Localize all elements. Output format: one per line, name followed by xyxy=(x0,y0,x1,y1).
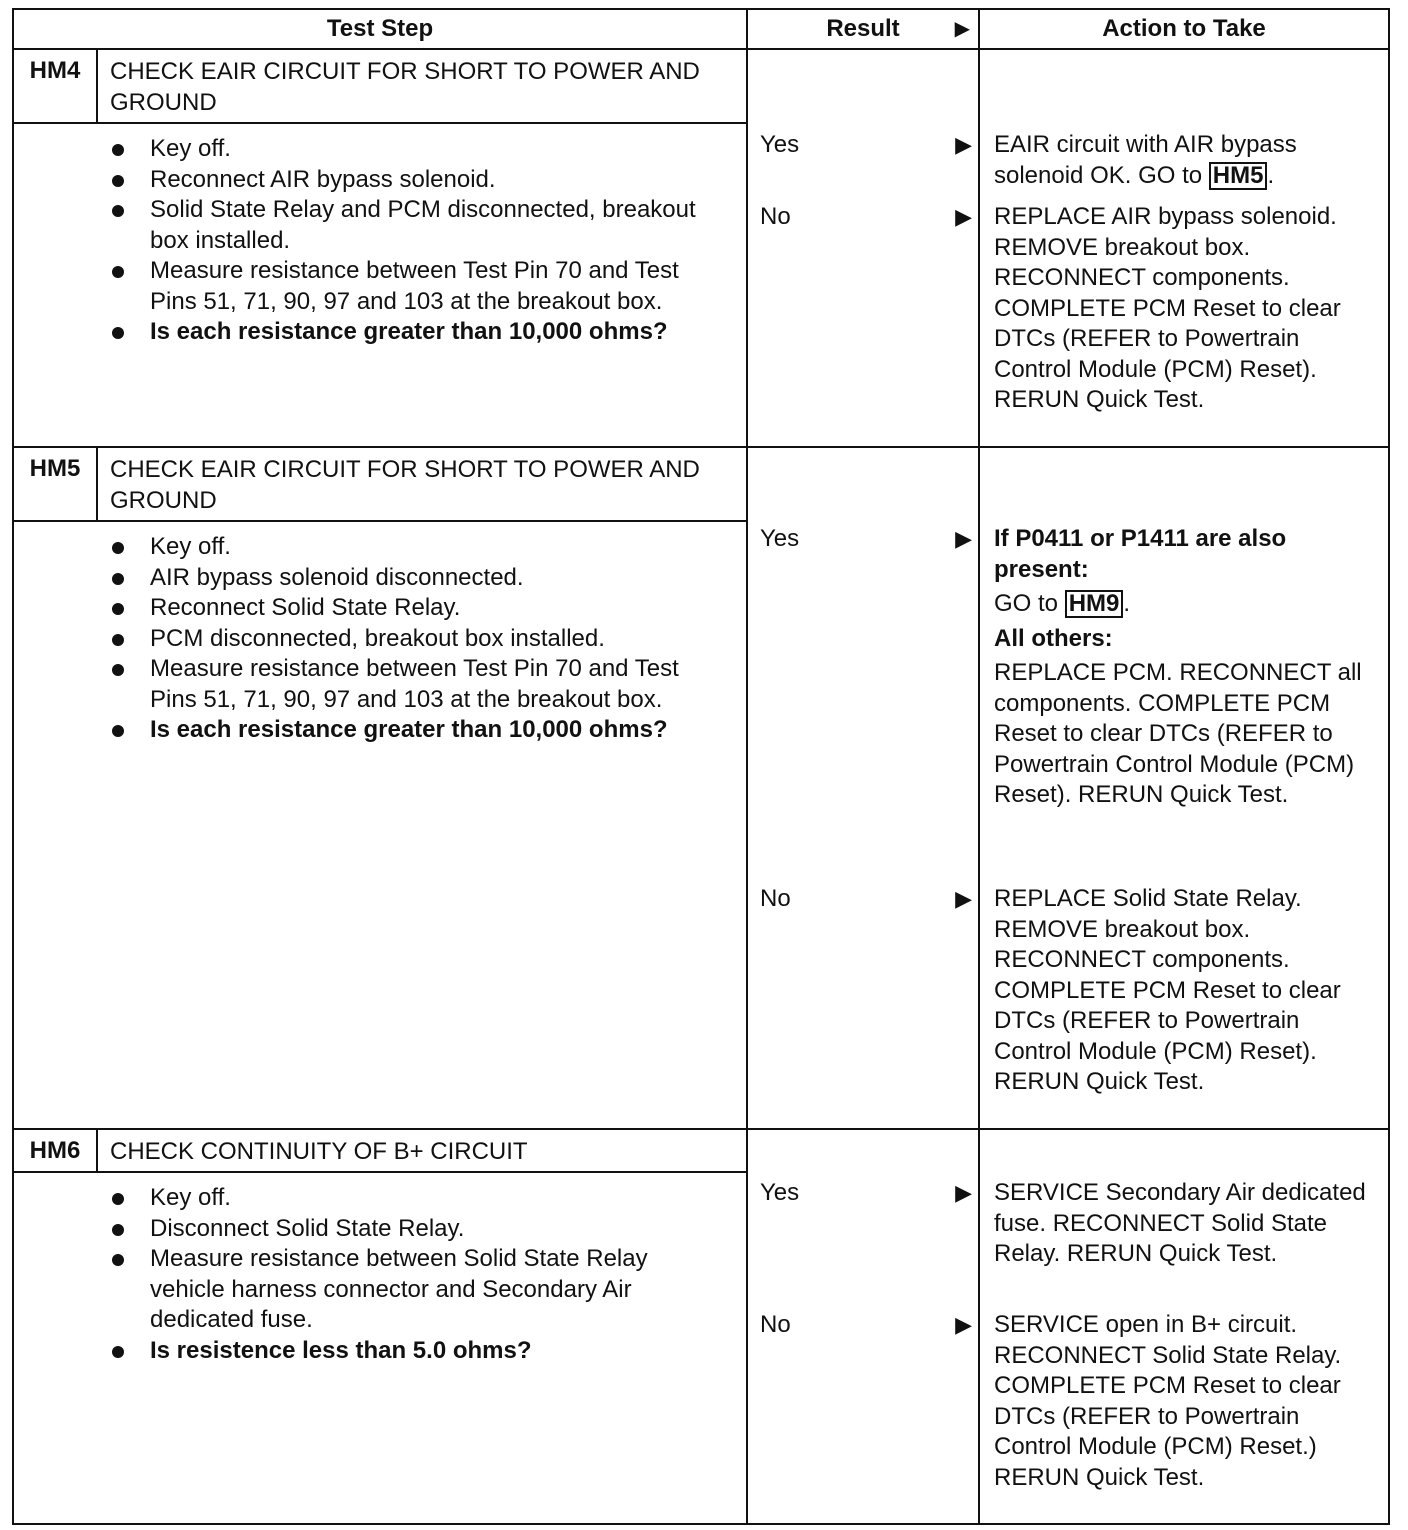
arrow-right-icon: ▶ xyxy=(955,1312,972,1337)
result-label: No xyxy=(760,1311,791,1338)
action-cell-hm6 xyxy=(979,1129,1389,1524)
step-id: HM5 xyxy=(14,448,98,520)
result-no xyxy=(760,884,978,914)
step-title: CHECK EAIR CIRCUIT FOR SHORT TO POWER AND GROUND xyxy=(110,456,700,514)
result-no xyxy=(760,1310,978,1340)
list-item: AIR bypass solenoid disconnected. xyxy=(110,563,726,594)
result-label: Yes xyxy=(760,1179,800,1206)
action-text: EAIR circuit with AIR bypass solenoid OK. GO to xyxy=(994,131,1297,189)
arrow-right-icon: ▶ xyxy=(955,204,972,229)
step-id: HM6 xyxy=(14,1130,98,1171)
result-yes xyxy=(760,524,978,554)
step-title: CHECK EAIR CIRCUIT FOR SHORT TO POWER AND GROUND xyxy=(110,58,700,116)
result-label: No xyxy=(760,885,791,912)
step-bullet-list xyxy=(14,124,746,348)
step-question: Is each resistance greater than 10,000 ohms? xyxy=(110,317,726,348)
step-title-row xyxy=(14,1130,746,1173)
result-cell-hm4 xyxy=(747,49,979,447)
list-item: PCM disconnected, breakout box installed. xyxy=(110,624,726,655)
step-cell-hm5 xyxy=(13,447,747,1129)
action-condition: If P0411 or P1411 are also present: xyxy=(994,525,1287,583)
action-text: GO to xyxy=(994,590,1059,617)
step-cell-hm4 xyxy=(13,49,747,447)
step-title-row xyxy=(14,50,746,124)
header-test-step: Test Step xyxy=(13,9,747,49)
action-no xyxy=(994,202,1380,416)
result-yes xyxy=(760,1178,978,1208)
list-item: Disconnect Solid State Relay. xyxy=(110,1214,726,1245)
arrow-right-icon: ▶ xyxy=(955,1180,972,1205)
step-bullet-list xyxy=(14,522,746,746)
action-text: . xyxy=(1267,161,1275,189)
table-row-hm4 xyxy=(13,49,1389,447)
step-question: Is each resistance greater than 10,000 ohms? xyxy=(110,715,726,746)
result-label: Yes xyxy=(760,131,800,158)
action-cell-hm5 xyxy=(979,447,1389,1129)
result-cell-hm5 xyxy=(747,447,979,1129)
step-cell-hm6 xyxy=(13,1129,747,1524)
step-id: HM4 xyxy=(14,50,98,122)
header-action: Action to Take xyxy=(979,9,1389,49)
result-cell-hm6 xyxy=(747,1129,979,1524)
list-item: Measure resistance between Test Pin 70 and Test Pins 51, 71, 90, 97 and 103 at the breakout box. xyxy=(110,256,726,317)
arrow-right-icon: ▶ xyxy=(955,526,972,551)
goto-step-link[interactable]: HM9 xyxy=(1065,590,1124,618)
list-item: Solid State Relay and PCM disconnected, breakout box installed. xyxy=(110,195,726,256)
pinpoint-test-table xyxy=(12,8,1390,1525)
step-title: CHECK CONTINUITY OF B+ CIRCUIT xyxy=(110,1138,528,1165)
action-yes xyxy=(994,524,1380,811)
step-title-row xyxy=(14,448,746,522)
step-question: Is resistence less than 5.0 ohms? xyxy=(110,1336,726,1367)
step-bullet-list xyxy=(14,1173,746,1366)
list-item: Key off. xyxy=(110,134,726,165)
action-yes xyxy=(994,130,1380,191)
action-condition: All others: xyxy=(994,624,1113,652)
action-text: SERVICE open in B+ circuit. RECONNECT Solid State Relay. COMPLETE PCM Reset to clear DTCs (REFER to Powertrain Control Module (PCM) Reset.) RERUN Quick Test. xyxy=(994,1311,1342,1491)
table-header-row xyxy=(13,9,1389,49)
table-row-hm5 xyxy=(13,447,1389,1129)
result-label: No xyxy=(760,203,791,230)
action-no xyxy=(994,884,1380,1098)
result-yes xyxy=(760,130,978,160)
action-text: REPLACE Solid State Relay. REMOVE breakout box. RECONNECT components. COMPLETE PCM Reset to clear DTCs (REFER to Powertrain Control Module (PCM) Reset). RERUN Quick Test. xyxy=(994,885,1341,1095)
list-item: Measure resistance between Solid State Relay vehicle harness connector and Secondary Air dedicated fuse. xyxy=(110,1244,726,1336)
result-label: Yes xyxy=(760,525,800,552)
arrow-right-icon: ▶ xyxy=(954,18,970,40)
header-result-label: Result xyxy=(826,15,900,42)
list-item: Reconnect AIR bypass solenoid. xyxy=(110,165,726,196)
list-item: Key off. xyxy=(110,532,726,563)
header-result xyxy=(747,9,979,49)
list-item: Reconnect Solid State Relay. xyxy=(110,593,726,624)
table-row-hm6 xyxy=(13,1129,1389,1524)
action-text: SERVICE Secondary Air dedicated fuse. RECONNECT Solid State Relay. RERUN Quick Test. xyxy=(994,1179,1366,1267)
action-yes xyxy=(994,1178,1380,1270)
arrow-right-icon: ▶ xyxy=(955,132,972,157)
list-item: Key off. xyxy=(110,1183,726,1214)
list-item: Measure resistance between Test Pin 70 and Test Pins 51, 71, 90, 97 and 103 at the breakout box. xyxy=(110,654,726,715)
action-cell-hm4 xyxy=(979,49,1389,447)
action-text: REPLACE PCM. RECONNECT all components. COMPLETE PCM Reset to clear DTCs (REFER to Powertrain Control Module (PCM) Reset). RERUN Quick Test. xyxy=(994,659,1362,808)
result-no xyxy=(760,202,978,232)
action-text: REPLACE AIR bypass solenoid. REMOVE breakout box. RECONNECT components. COMPLETE PCM Reset to clear DTCs (REFER to Powertrain Control Module (PCM) Reset). RERUN Quick Test. xyxy=(994,203,1341,413)
arrow-right-icon: ▶ xyxy=(955,886,972,911)
goto-step-link[interactable]: HM5 xyxy=(1209,162,1268,190)
action-no xyxy=(994,1310,1380,1493)
action-text: . xyxy=(1123,590,1131,617)
diagnostic-procedure-page xyxy=(12,8,1388,1521)
